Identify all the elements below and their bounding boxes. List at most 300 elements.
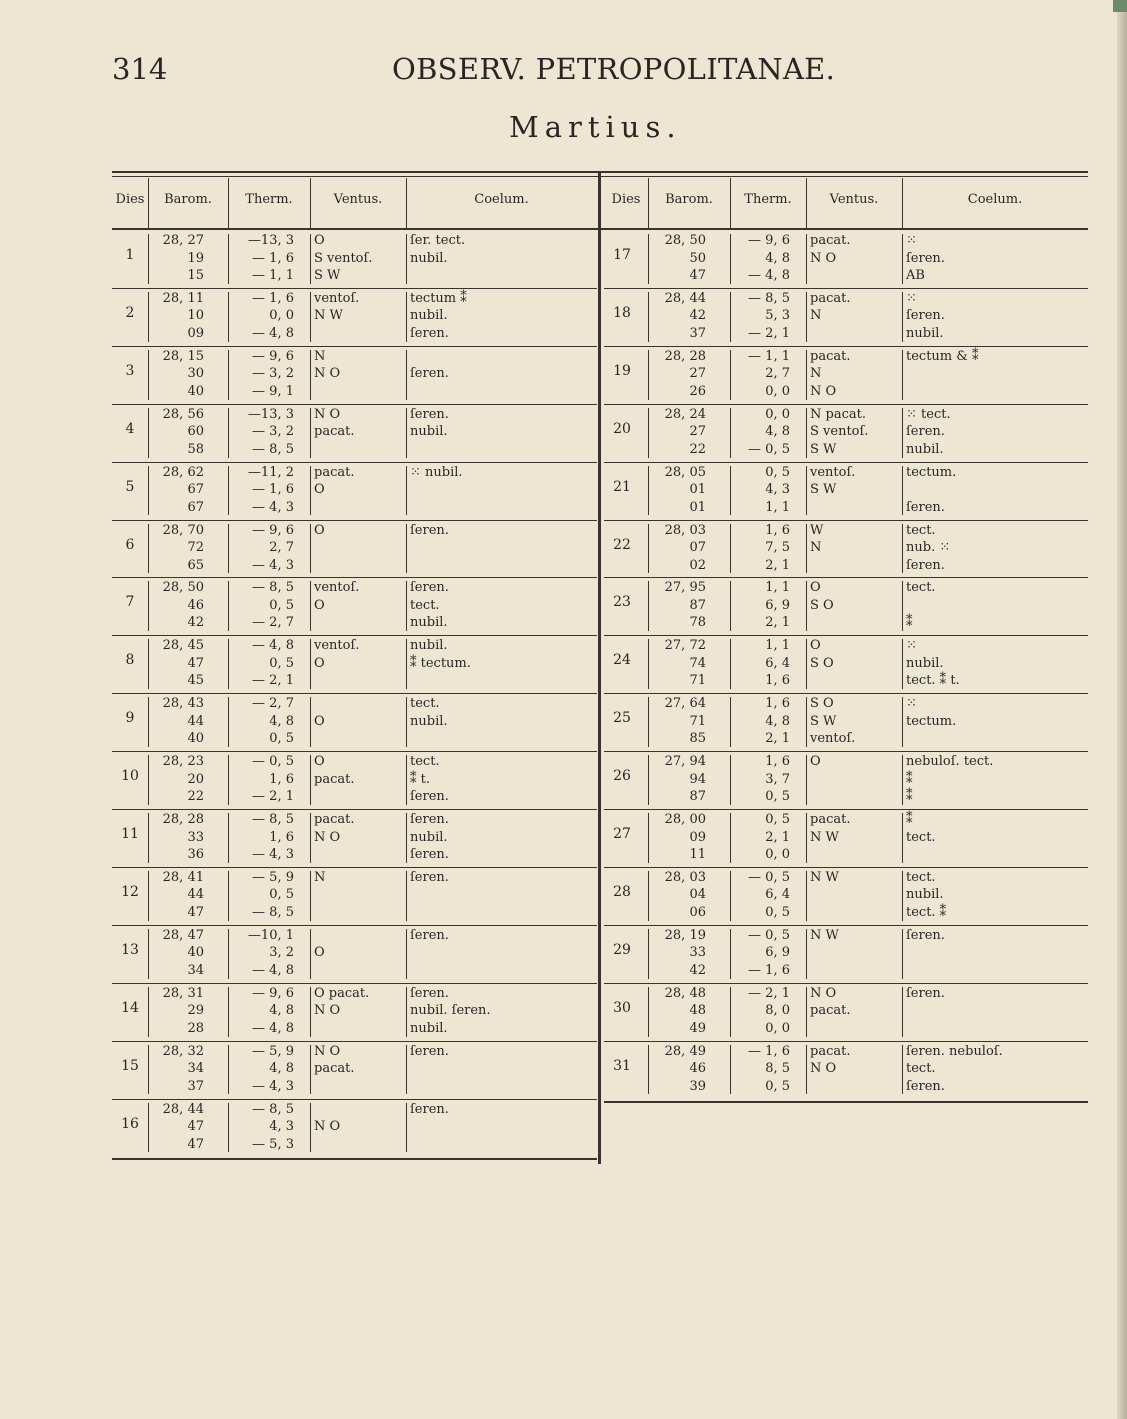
cell-divider [310,929,311,979]
cell-divider [902,524,903,574]
header-divider [902,178,903,228]
day-number: 29 [613,941,631,958]
thermometer-reading: — 5, 9 [252,869,294,885]
thermometer-reading: 4, 8 [269,1061,294,1077]
header-divider [806,178,807,228]
thermometer-reading: — 1, 1 [252,268,294,283]
header-barom: Barom. [164,192,212,207]
day-separator [604,288,1088,289]
cell-divider [406,466,407,516]
thermometer-reading: 4, 8 [269,713,294,729]
thermometer-reading: 4, 3 [765,482,790,498]
barometer-reading: 29 [187,1003,204,1019]
cell-divider [228,234,229,284]
thermometer-reading: — 4, 8 [252,638,294,654]
cell-divider [406,697,407,747]
cell-divider [730,350,731,400]
day-number: 19 [613,362,631,379]
cell-divider [730,581,731,631]
thermometer-reading: 4, 8 [269,1003,294,1019]
wind-reading: O pacat. [314,985,370,1001]
day-separator [604,404,1088,405]
thermometer-reading: — 9, 6 [252,522,294,538]
thermometer-reading: — 4, 8 [252,962,294,978]
cell-divider [806,1045,807,1095]
wind-reading: pacat. [810,290,851,306]
thermometer-reading: —13, 3 [247,233,294,248]
day-separator [112,288,597,289]
wind-reading: S O [810,696,834,712]
day-number: 24 [613,652,631,669]
day-number: 17 [613,247,631,263]
barometer-reading: 26 [689,383,706,399]
wind-reading: S O [810,597,834,613]
thermometer-reading: 4, 8 [765,713,790,729]
thermometer-reading: — 4, 3 [252,1078,294,1094]
thermometer-reading: 0, 0 [765,383,790,399]
cell-divider [228,1045,229,1095]
thermometer-reading: 0, 0 [269,308,294,324]
day-separator [604,867,1088,868]
cell-divider [310,581,311,631]
cell-divider [406,1045,407,1095]
wind-reading: N O [314,1043,341,1059]
barometer-reading: 28, 00 [664,812,706,827]
cell-divider [902,1045,903,1095]
header-divider [730,178,731,228]
thermometer-reading: 2, 1 [765,557,790,573]
barometer-reading: 39 [689,1078,706,1094]
wind-reading: N O [314,1003,341,1019]
day-number: 13 [121,941,139,958]
barometer-reading: 10 [187,308,204,324]
sky-reading: tect. [410,597,440,613]
cell-divider [730,466,731,516]
header-ventus: Ventus. [829,192,879,207]
day-number: 8 [125,652,135,669]
header-divider [148,178,149,228]
sky-reading: tectum. [906,464,957,480]
barometer-reading: 36 [187,847,204,862]
barometer-reading: 27, 94 [664,754,706,770]
barometer-reading: 20 [187,771,204,787]
thermometer-reading: — 2, 1 [252,673,294,689]
barometer-reading: 48 [689,1003,706,1019]
barometer-reading: 94 [689,771,706,787]
cell-divider [310,466,311,516]
cell-divider [902,350,903,400]
cell-divider [310,292,311,342]
barometer-reading: 44 [187,713,204,729]
barometer-reading: 28 [187,1020,204,1036]
wind-reading: O [314,713,325,729]
cell-divider [406,524,407,574]
thermometer-reading: —11, 2 [247,464,294,480]
sky-reading: ſeren. [410,847,449,862]
day-number: 15 [121,1057,139,1074]
thermometer-reading: — 2, 7 [252,696,294,712]
wind-reading: N [810,308,822,324]
thermometer-reading: — 8, 5 [252,904,294,920]
thermometer-reading: — 2, 1 [748,325,790,341]
header-coelum: Coelum. [967,192,1023,207]
thermometer-reading: — 2, 7 [252,615,294,631]
sky-reading: nubil. [410,250,448,266]
thermometer-reading: — 5, 9 [252,1043,294,1059]
thermometer-reading: 7, 5 [765,540,790,555]
cell-divider [648,697,649,747]
thermometer-reading: 0, 5 [765,1078,790,1094]
wind-reading: ventoſ. [810,464,856,480]
thermometer-reading: — 0, 5 [748,869,790,885]
cell-divider [902,292,903,342]
header-barom: Barom. [665,192,713,207]
cell-divider [310,755,311,805]
wind-reading: pacat. [810,233,851,248]
barometer-reading: 11 [689,847,706,862]
barometer-reading: 42 [689,962,706,978]
sky-reading: nubil. [410,829,448,845]
cell-divider [406,755,407,805]
thermometer-reading: — 9, 1 [252,383,294,399]
cell-divider [648,408,649,458]
thermometer-reading: 0, 5 [765,464,790,480]
thermometer-reading: — 4, 8 [748,268,790,283]
sky-reading: ⁙ [906,290,917,306]
cell-divider [648,929,649,979]
day-number: 11 [121,826,139,842]
cell-divider [310,813,311,863]
barometer-reading: 40 [187,731,204,747]
thermometer-reading: 8, 0 [765,1003,790,1019]
cell-divider [406,408,407,458]
day-separator [112,809,597,810]
thermometer-reading: — 4, 3 [252,499,294,515]
cell-divider [228,292,229,342]
sky-reading: ⁑ tectum. [410,655,471,671]
barometer-reading: 28, 05 [664,464,706,480]
day-separator [604,809,1088,810]
day-number: 12 [121,883,139,900]
sky-reading: tect. [906,869,936,885]
thermometer-reading: 0, 5 [269,597,294,613]
cell-divider [648,871,649,921]
day-number: 22 [613,536,631,553]
barometer-reading: 28, 03 [664,522,706,538]
sky-reading: AB [906,268,925,283]
day-separator [112,635,597,636]
thermometer-reading: — 8, 5 [252,1101,294,1117]
cell-divider [406,234,407,284]
barometer-reading: 28, 62 [162,464,204,480]
day-separator [604,983,1088,984]
wind-reading: O [314,655,325,671]
cell-divider [148,524,149,574]
thermometer-reading: 6, 4 [765,655,790,671]
sky-reading: nubil. [410,424,448,440]
cell-divider [406,813,407,863]
cell-divider [902,987,903,1037]
barometer-reading: 07 [689,540,706,555]
cell-divider [148,292,149,342]
wind-reading: N O [314,829,341,845]
day-number: 20 [613,420,631,437]
day-separator [112,462,597,463]
day-separator [604,1041,1088,1042]
thermometer-reading: —13, 3 [247,406,294,422]
sky-reading: tectum. [906,713,957,729]
wind-reading: ventoſ. [314,290,360,306]
cell-divider [148,581,149,631]
barometer-reading: 28, 47 [162,927,204,943]
barometer-reading: 65 [187,557,204,573]
cell-divider [148,1045,149,1095]
thermometer-reading: — 4, 8 [252,325,294,341]
sky-reading: ſer. tect. [410,233,466,248]
barometer-reading: 27, 95 [664,580,706,596]
thermometer-reading: — 1, 6 [252,250,294,266]
day-separator [604,346,1088,347]
cell-divider [228,697,229,747]
thermometer-reading: 2, 1 [765,731,790,747]
cell-divider [648,466,649,516]
sky-reading: ⁙ [906,638,917,654]
thermometer-reading: — 0, 5 [748,441,790,457]
thermometer-reading: 0, 0 [765,406,790,422]
barometer-reading: 37 [187,1078,204,1094]
sky-reading: tect. [906,829,936,845]
sky-reading: ⁑ [906,615,913,631]
barometer-reading: 28, 19 [664,927,706,943]
wind-reading: O [314,482,325,498]
barometer-reading: 44 [187,887,204,903]
wind-reading: ventoſ. [314,580,360,596]
cell-divider [228,755,229,805]
thermometer-reading: 5, 3 [765,308,790,324]
thermometer-reading: — 9, 6 [252,985,294,1001]
sky-reading: ſeren. [410,406,449,422]
barometer-reading: 09 [187,325,204,341]
wind-reading: pacat. [314,464,355,480]
cell-divider [648,524,649,574]
barometer-reading: 60 [187,424,204,440]
cell-divider [648,350,649,400]
barometer-reading: 28, 28 [664,348,706,364]
day-separator [112,577,597,578]
day-separator [604,635,1088,636]
sky-reading: ſeren. [906,1078,945,1094]
barometer-reading: 22 [689,441,706,457]
barometer-reading: 28, 32 [162,1043,204,1059]
thermometer-reading: 0, 5 [269,887,294,903]
barometer-reading: 02 [689,557,706,573]
wind-reading: O [314,754,325,770]
sky-reading: ſeren. [906,985,945,1001]
header-coelum: Coelum. [474,192,529,207]
sky-reading: ſeren. [410,927,449,943]
thermometer-reading: 0, 5 [765,789,790,805]
thermometer-reading: 0, 0 [765,1020,790,1036]
sky-reading: nubil. [906,887,944,903]
day-number: 5 [125,478,135,495]
header-therm: Therm. [245,192,293,207]
sky-reading: tectum ⁑ [410,290,467,306]
cell-divider [806,639,807,689]
wind-reading: ventoſ. [314,638,360,654]
cell-divider [148,755,149,805]
barometer-reading: 09 [689,829,706,845]
thermometer-reading: — 8, 5 [252,580,294,596]
thermometer-reading: 2, 1 [765,615,790,631]
header-divider [310,178,311,228]
thermometer-reading: 8, 5 [765,1061,790,1077]
table-bottom-rule [112,1158,597,1160]
day-separator [112,1099,597,1100]
day-separator [604,751,1088,752]
barometer-reading: 47 [689,268,706,283]
sky-reading: tectum & ⁑ [906,348,979,364]
thermometer-reading: — 5, 3 [252,1136,294,1152]
header-ventus: Ventus. [333,192,383,207]
sky-reading: ⁑ [906,771,913,787]
day-number: 27 [613,826,631,842]
day-number: 26 [613,768,631,785]
cell-divider [806,929,807,979]
thermometer-reading: 6, 9 [765,945,790,961]
cell-divider [902,639,903,689]
sky-reading: ⁙ tect. [906,406,951,422]
thermometer-reading: — 1, 1 [748,348,790,364]
wind-reading: S W [810,713,837,729]
cell-divider [648,813,649,863]
wind-reading: O [810,580,821,596]
day-number: 2 [125,304,135,321]
cell-divider [902,408,903,458]
thermometer-reading: 1, 6 [269,829,294,845]
day-number: 14 [121,999,139,1016]
wind-reading: O [314,597,325,613]
wind-reading: N [314,348,326,364]
day-number: 10 [121,768,139,785]
thermometer-reading: 0, 5 [765,904,790,920]
wind-reading: N W [810,829,839,845]
barometer-reading: 47 [187,1136,204,1152]
thermometer-reading: 1, 6 [765,673,790,689]
cell-divider [730,292,731,342]
cell-divider [806,697,807,747]
wind-reading: N O [810,383,837,399]
table-bottom-rule [604,1101,1088,1103]
sky-reading: nubil. [410,1020,448,1036]
cell-divider [148,350,149,400]
sky-reading: ⁑ t. [410,771,430,787]
wind-reading: pacat. [314,424,355,440]
barometer-reading: 01 [689,482,706,498]
cell-divider [730,1045,731,1095]
barometer-reading: 04 [689,887,706,903]
barometer-reading: 78 [689,615,706,631]
sky-reading: nebuloſ. tect. [906,754,994,770]
wind-reading: pacat. [810,812,851,827]
cell-divider [806,987,807,1037]
wind-reading: S W [314,268,341,283]
sky-reading: ⁑ [906,812,913,827]
thermometer-reading: 1, 6 [765,696,790,712]
barometer-reading: 28, 56 [162,406,204,422]
sky-reading: ſeren. [410,580,449,596]
thermometer-reading: 2, 1 [765,829,790,845]
cell-divider [228,466,229,516]
thermometer-reading: 3, 2 [269,945,294,961]
thermometer-reading: — 2, 1 [252,789,294,805]
barometer-reading: 47 [187,655,204,671]
cell-divider [730,524,731,574]
wind-reading: N O [810,985,837,1001]
cell-divider [806,813,807,863]
barometer-reading: 46 [187,597,204,613]
cell-divider [806,524,807,574]
barometer-reading: 33 [689,945,706,961]
day-separator [112,346,597,347]
thermometer-reading: — 1, 6 [252,482,294,498]
month-title: Martius. [509,110,682,144]
day-number: 9 [125,710,135,727]
cell-divider [806,581,807,631]
sky-reading: tect. [906,1061,936,1077]
barometer-reading: 28, 11 [162,290,204,306]
cell-divider [406,581,407,631]
sky-reading: tect. ⁑ t. [906,673,960,689]
cell-divider [902,581,903,631]
thermometer-reading: 4, 3 [269,1119,294,1134]
sky-reading: nubil. [906,325,944,341]
cell-divider [648,755,649,805]
page-edge [1117,0,1127,1419]
thermometer-reading: 0, 5 [269,655,294,671]
thermometer-reading: — 3, 2 [252,366,294,382]
barometer-reading: 30 [187,366,204,382]
barometer-reading: 46 [689,1061,706,1077]
cell-divider [228,987,229,1037]
cell-divider [310,871,311,921]
cell-divider [148,813,149,863]
wind-reading: pacat. [810,1003,851,1019]
wind-reading: N W [314,308,343,324]
thermometer-reading: 4, 8 [765,424,790,440]
barometer-reading: 28, 49 [664,1043,706,1059]
barometer-reading: 28, 03 [664,869,706,885]
barometer-reading: 28, 50 [664,233,706,248]
wind-reading: N [810,366,822,382]
wind-reading: O [314,233,325,248]
barometer-reading: 28, 41 [162,869,204,885]
thermometer-reading: — 1, 6 [748,962,790,978]
cell-divider [406,929,407,979]
wind-reading: N [314,869,326,885]
cell-divider [148,466,149,516]
cell-divider [806,350,807,400]
thermometer-reading: 1, 1 [765,580,790,596]
wind-reading: O [314,945,325,961]
cell-divider [902,929,903,979]
sky-reading: tect. [410,696,440,712]
thermometer-reading: 0, 0 [765,847,790,862]
sky-reading: nubil. [410,308,448,324]
cell-divider [148,408,149,458]
thermometer-reading: 2, 7 [765,366,790,382]
wind-reading: N O [810,250,837,266]
cell-divider [228,639,229,689]
